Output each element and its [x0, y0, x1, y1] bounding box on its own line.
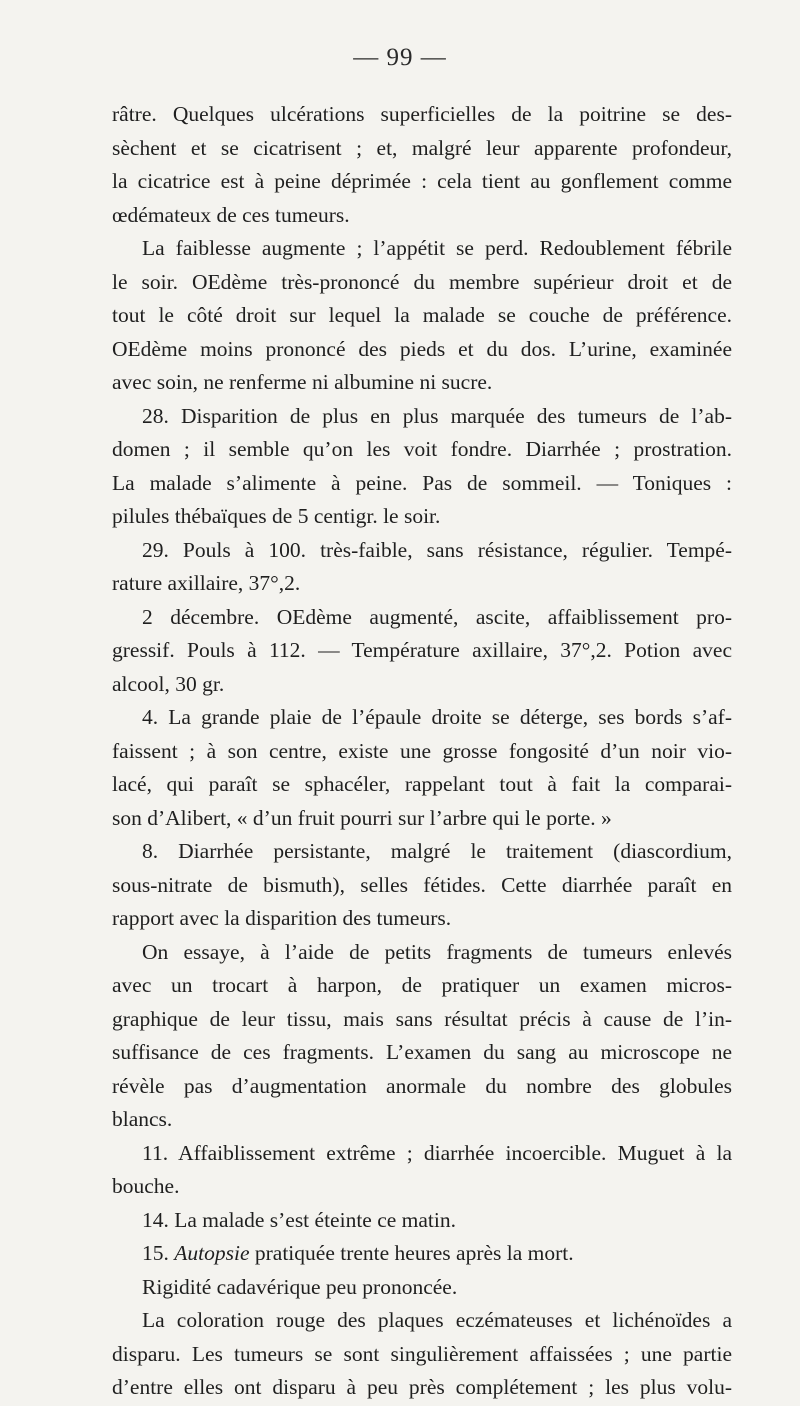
text-line: suffisance de ces fragments. L’examen du sang au microscope ne — [112, 1040, 732, 1064]
text-line: bouche. — [112, 1174, 180, 1198]
text-line — [112, 1237, 732, 1271]
text-line: sous-nitrate de bismuth), selles fétides. Cette diarrhée paraît en — [112, 872, 732, 897]
text-line: la cicatrice est à peine déprimée : cela tient au gonflement comme — [112, 169, 732, 193]
text-line: La coloration rouge des plaques eczémateuses et lichénoïdes a — [142, 1308, 732, 1332]
text-line: gressif. Pouls à 112. — Température axillaire, 37°,2. Potion avec — [112, 638, 732, 662]
text-line: domen ; il semble qu’on les voit fondre. Diarrhée ; prostration. — [112, 437, 732, 461]
text-line: révèle pas d’augmentation anormale du nombre des globules — [112, 1073, 732, 1098]
text-line: 4. La grande plaie de l’épaule droite se déterge, ses bords s’af- — [142, 705, 732, 729]
text-line: sèchent et se cicatrisent ; et, malgré leur apparente profondeur, — [112, 135, 732, 160]
text-line: râtre. Quelques ulcérations superficielles de la poitrine se des- — [112, 102, 732, 126]
text-line: d’entre elles ont disparu à peu près complétement ; les plus volu- — [112, 1375, 732, 1399]
text-line: blancs. — [112, 1107, 173, 1131]
text-line: On essaye, à l’aide de petits fragments de tumeurs enlevés — [142, 939, 732, 964]
text-line: son d’Alibert, « d’un fruit pourri sur l’arbre qui le porte. » — [112, 805, 612, 830]
text-line: 29. Pouls à 100. très-faible, sans résistance, régulier. Tempé- — [142, 537, 732, 562]
text-line: avec soin, ne renferme ni albumine ni sucre. — [112, 370, 493, 394]
text-line: tout le côté droit sur lequel la malade se couche de préférence. — [112, 303, 732, 327]
text-line: rapport avec la disparition des tumeurs. — [112, 906, 452, 930]
text-line: le soir. OEdème très-prononcé du membre supérieur droit et de — [112, 269, 732, 294]
text-line: La faiblesse augmente ; l’appétit se perd. Redoublement fébrile — [142, 236, 732, 260]
text-line: 28. Disparition de plus en plus marquée des tumeurs de l’ab- — [142, 403, 732, 428]
page-number: — 99 — — [353, 44, 447, 71]
text-line: 2 décembre. OEdème augmenté, ascite, affaiblissement pro- — [142, 604, 732, 629]
text-line: lacé, qui paraît se sphacéler, rappelant tout à fait la comparai- — [112, 772, 732, 796]
text-line: 14. La malade s’est éteinte ce matin. — [142, 1207, 457, 1232]
text-segment: pratiquée trente heures après la mort. — [249, 1241, 574, 1265]
text-line: œdémateux de ces tumeurs. — [112, 202, 350, 227]
text-line: pilules thébaïques de 5 centigr. le soir. — [112, 504, 441, 528]
text-line: faissent ; à son centre, existe une grosse fongosité d’un noir vio- — [112, 738, 732, 763]
text-line: OEdème moins prononcé des pieds et du dos. L’urine, examinée — [112, 336, 732, 361]
italic-heading: Autopsie — [174, 1241, 250, 1265]
text-line: La malade s’alimente à peine. Pas de sommeil. — Toniques : — [112, 470, 732, 495]
text-segment: 15. — [142, 1241, 175, 1265]
text-line: 8. Diarrhée persistante, malgré le traitement (diascordium, — [142, 839, 732, 863]
text-line: rature axillaire, 37°,2. — [112, 571, 301, 595]
body-text — [112, 98, 732, 1405]
text-line: Rigidité cadavérique peu prononcée. — [142, 1274, 458, 1299]
text-line: alcool, 30 gr. — [112, 671, 225, 696]
text-line: 11. Affaiblissement extrême ; diarrhée incoercible. Muguet à la — [142, 1140, 732, 1165]
text-line: graphique de leur tissu, mais sans résultat précis à cause de l’in- — [112, 1006, 732, 1031]
text-line: disparu. Les tumeurs se sont singulièrement affaissées ; une partie — [112, 1341, 732, 1366]
text-line: avec un trocart à harpon, de pratiquer un examen micros- — [112, 973, 732, 997]
